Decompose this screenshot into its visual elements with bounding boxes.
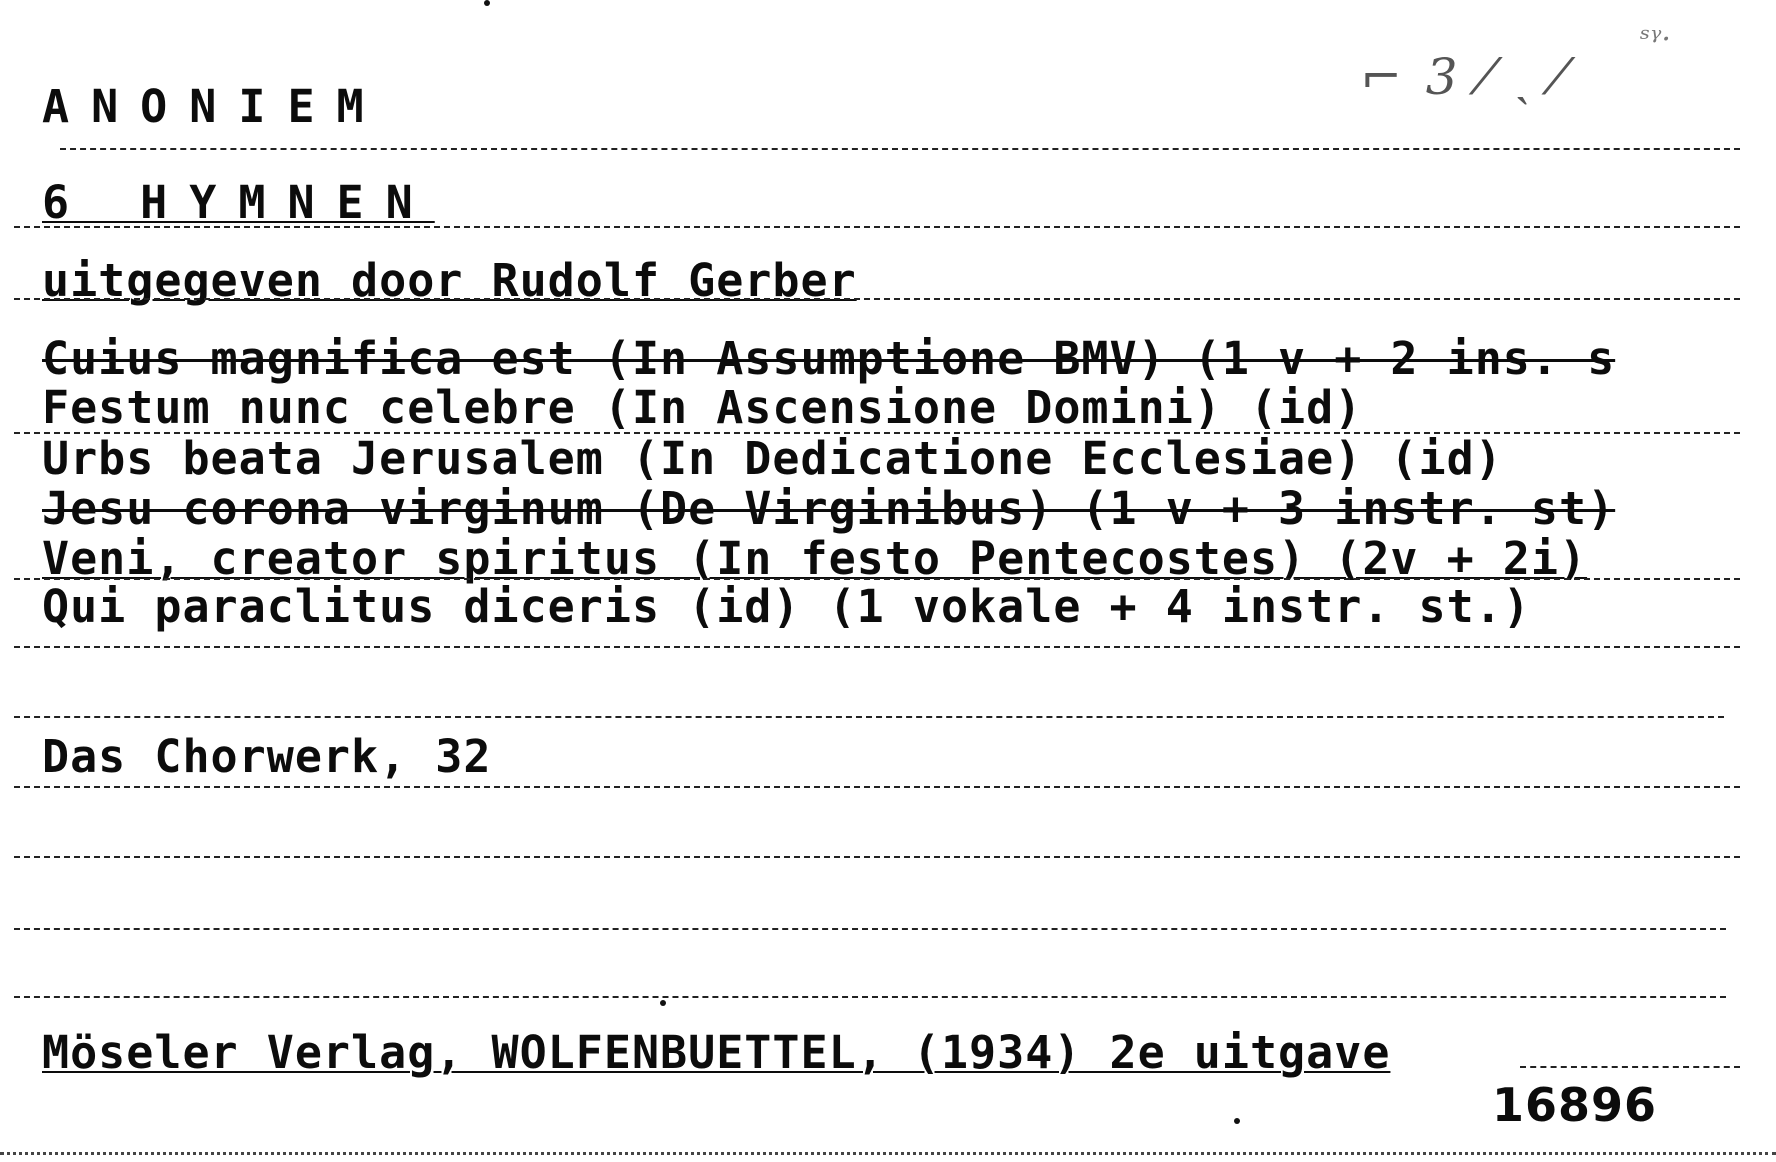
divider-line — [14, 928, 1726, 930]
divider-line — [14, 226, 1740, 228]
ink-dot — [660, 1000, 666, 1006]
content-line-3: Urbs beata Jerusalem (In Dedicatione Ecclesiae) (id) — [42, 432, 1503, 485]
series-line: Das Chorwerk, 32 — [42, 730, 492, 783]
content-line-4: Jesu corona virginum (De Virginibus) (1 v + 3 instr. st) — [42, 482, 1616, 535]
divider-line — [14, 856, 1740, 858]
divider-line — [60, 148, 1740, 150]
ink-dot — [484, 0, 490, 6]
divider-line — [1520, 1066, 1740, 1068]
divider-line — [14, 298, 1740, 300]
divider-line — [14, 996, 1726, 998]
divider-line — [14, 716, 1724, 718]
content-line-1: Cuius magnifica est (In Assumptione BMV) (1 v + 2 ins. s — [42, 332, 1616, 385]
pencil-annotation-small: ˢᵞ· — [1640, 22, 1671, 57]
imprint-line: Möseler Verlag, WOLFENBUETTEL, (1934) 2e uitgave — [42, 1026, 1391, 1079]
content-line-5: Veni, creator spiritus (In festo Pentecostes) (2v + 2i) — [42, 532, 1588, 585]
ink-dot — [1234, 1118, 1240, 1124]
content-line-6: Qui paraclitus diceris (id) (1 vokale + 4 instr. st.) — [42, 580, 1531, 633]
editor-line: uitgegeven door Rudolf Gerber — [42, 254, 857, 307]
content-line-2: Festum nunc celebre (In Ascensione Domini) (id) — [42, 381, 1363, 434]
author-heading: ANONIEM — [42, 80, 386, 133]
title-heading: 6 HYMNEN — [42, 176, 435, 229]
card-edge — [0, 1152, 1776, 1155]
divider-line — [14, 646, 1740, 648]
accession-number: 16896 — [1492, 1078, 1658, 1132]
pencil-annotation: ⌐ 3 ⁄ ˎ ⁄ — [1360, 48, 1567, 106]
divider-line — [14, 786, 1740, 788]
